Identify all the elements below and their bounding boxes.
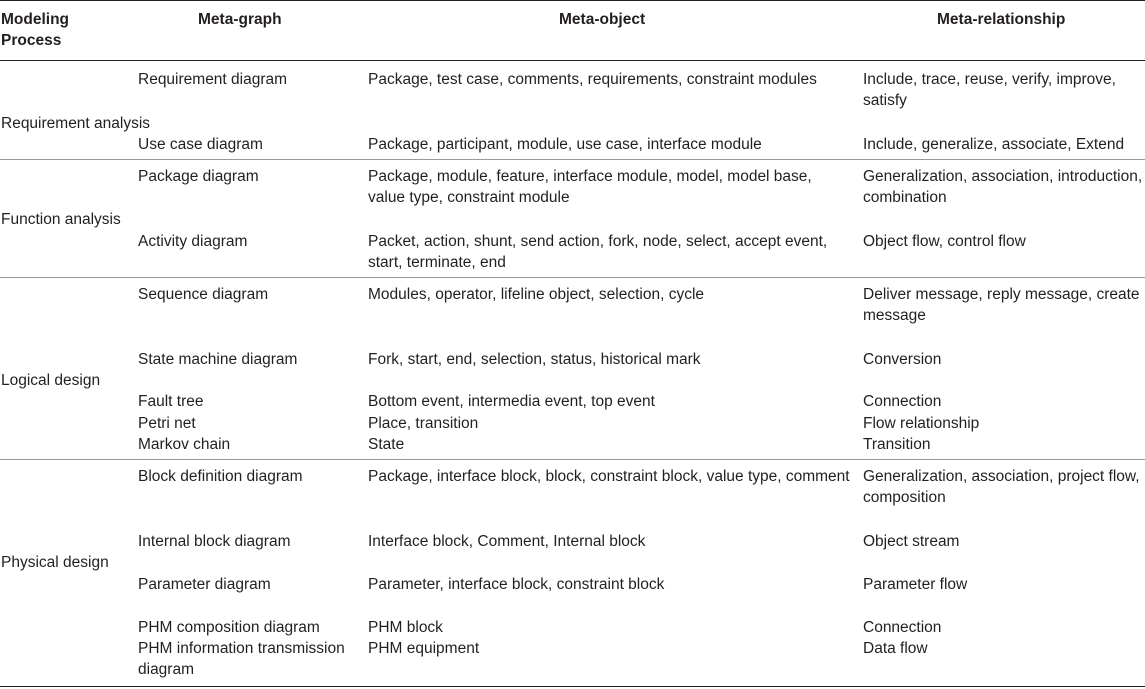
group-separator xyxy=(0,459,1145,460)
relationship-cell: Object stream xyxy=(863,533,960,550)
relationship-cell: Include, trace, reuse, verify, improve, satisfy xyxy=(863,71,1116,109)
relationship-cell: Generalization, association, introduction, combination xyxy=(863,168,1143,206)
object-cell: Modules, operator, lifeline object, selection, cycle xyxy=(368,286,705,303)
graph-cell: PHM composition diagram xyxy=(138,619,320,636)
process-label: Function analysis xyxy=(1,211,121,228)
header-process: Modeling Process xyxy=(1,11,70,49)
graph-cell: Markov chain xyxy=(138,436,231,453)
object-cell: State xyxy=(368,436,405,453)
relationship-cell: Conversion xyxy=(863,351,942,368)
object-cell: PHM block xyxy=(368,619,443,636)
object-cell: Interface block, Comment, Internal block xyxy=(368,533,646,550)
header-object: Meta-object xyxy=(559,11,646,28)
graph-cell: Requirement diagram xyxy=(138,71,288,88)
process-label: Physical design xyxy=(1,554,109,571)
graph-cell: Activity diagram xyxy=(138,233,248,250)
graph-cell: Internal block diagram xyxy=(138,533,291,550)
relationship-cell: Transition xyxy=(863,436,931,453)
graph-cell: Petri net xyxy=(138,415,196,432)
relationship-cell: Object flow, control flow xyxy=(863,233,1026,250)
group-separator xyxy=(0,159,1145,160)
graph-cell: Package diagram xyxy=(138,168,259,185)
object-cell: Package, participant, module, use case, interface module xyxy=(368,136,762,153)
relationship-cell: Generalization, association, project flow, composition xyxy=(863,468,1140,506)
header-rule xyxy=(0,60,1145,61)
header-graph: Meta-graph xyxy=(198,11,282,28)
relationship-cell: Connection xyxy=(863,393,942,410)
graph-cell: PHM information transmission diagram xyxy=(138,640,345,678)
graph-cell: Use case diagram xyxy=(138,136,263,153)
object-cell: Place, transition xyxy=(368,415,479,432)
relationship-cell: Parameter flow xyxy=(863,576,968,593)
object-cell: Parameter, interface block, constraint block xyxy=(368,576,665,593)
object-cell: Package, test case, comments, requirements, constraint modules xyxy=(368,71,817,88)
bottom-rule xyxy=(0,686,1145,687)
object-cell: Bottom event, intermedia event, top event xyxy=(368,393,655,410)
graph-cell: Parameter diagram xyxy=(138,576,271,593)
graph-cell: Block definition diagram xyxy=(138,468,303,485)
relationship-cell: Deliver message, reply message, create message xyxy=(863,286,1140,324)
graph-cell: Fault tree xyxy=(138,393,204,410)
process-label: Logical design xyxy=(1,372,101,389)
relationship-cell: Connection xyxy=(863,619,942,636)
relationship-cell: Data flow xyxy=(863,640,928,657)
object-cell: Package, module, feature, interface module, model, model base, value type, constraint module xyxy=(368,168,812,206)
group-separator xyxy=(0,277,1145,278)
object-cell: PHM equipment xyxy=(368,640,480,657)
relationship-cell: Flow relationship xyxy=(863,415,980,432)
process-label: Requirement analysis xyxy=(1,115,151,132)
relationship-cell: Include, generalize, associate, Extend xyxy=(863,136,1125,153)
header-relationship: Meta-relationship xyxy=(937,11,1066,28)
object-cell: Package, interface block, block, constraint block, value type, comment xyxy=(368,468,850,485)
top-rule xyxy=(0,0,1145,1)
graph-cell: State machine diagram xyxy=(138,351,298,368)
graph-cell: Sequence diagram xyxy=(138,286,269,303)
object-cell: Packet, action, shunt, send action, fork, node, select, accept event, start, terminate, end xyxy=(368,233,828,271)
object-cell: Fork, start, end, selection, status, historical mark xyxy=(368,351,701,368)
